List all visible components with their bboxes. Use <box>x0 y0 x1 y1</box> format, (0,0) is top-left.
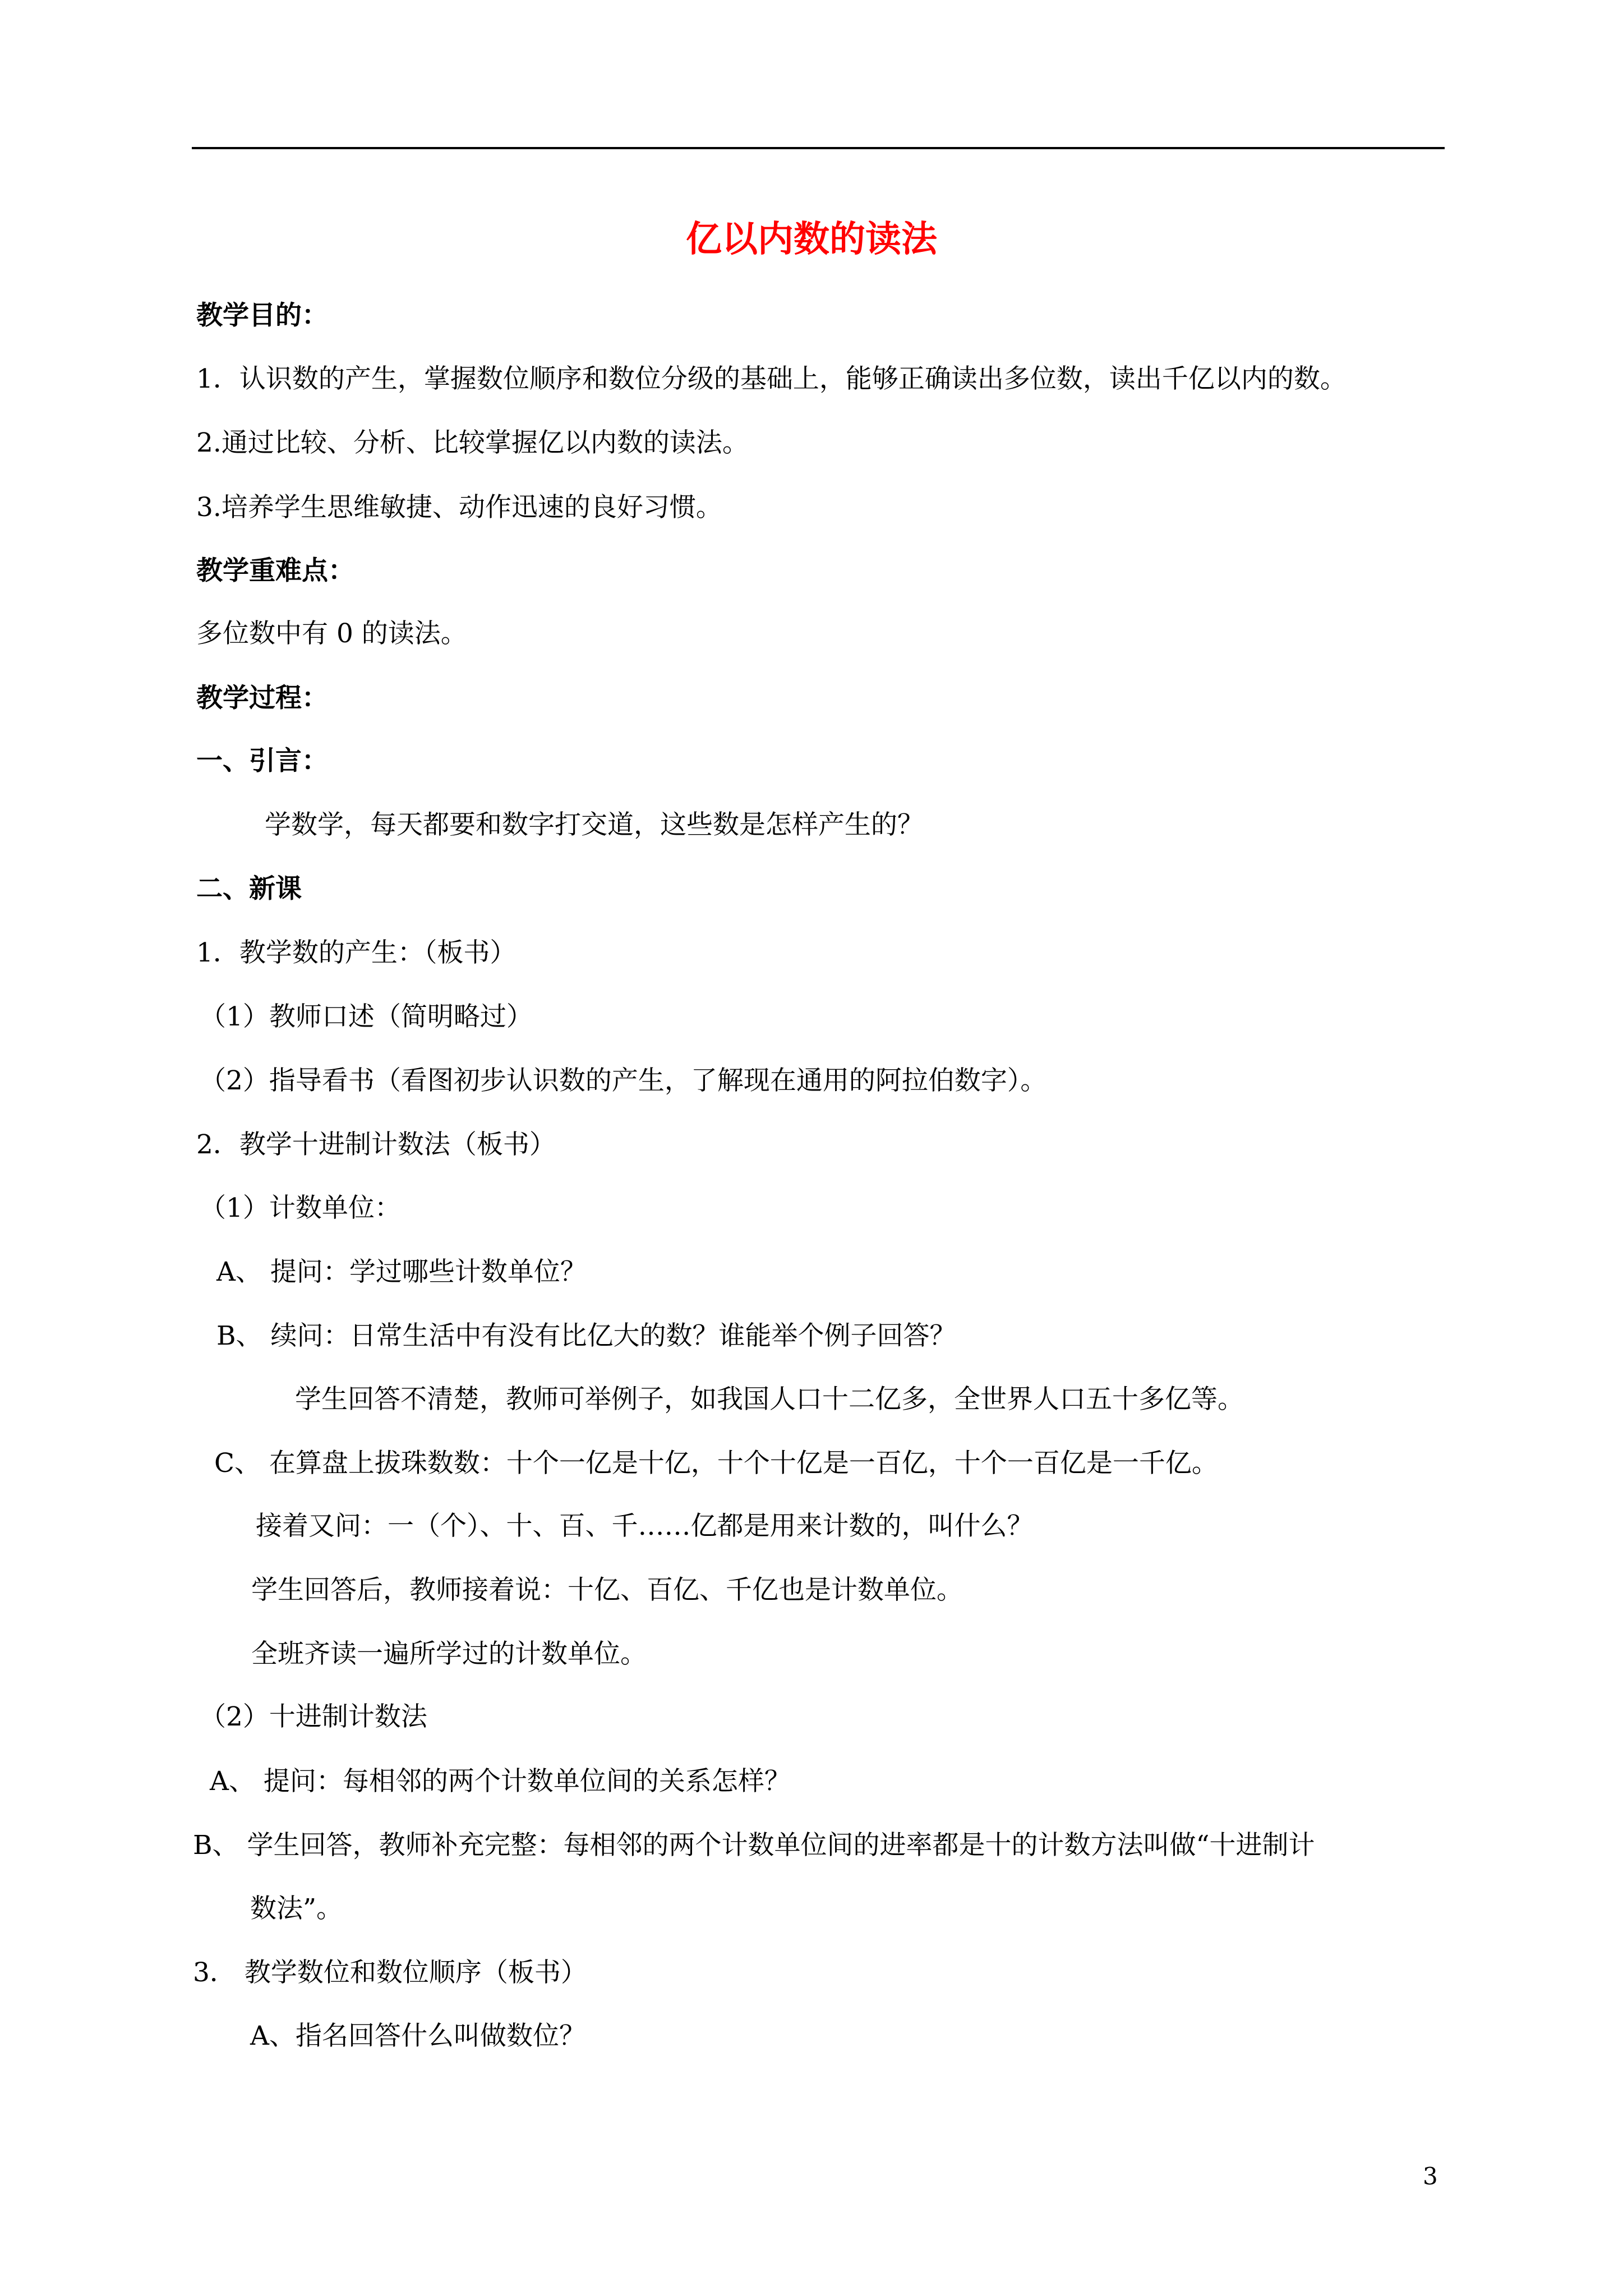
body-text-line: 学生回答后，教师接着说：十亿、百亿、千亿也是计数单位。 <box>251 1575 963 1605</box>
body-text-line: 1．认识数的产生，掌握数位顺序和数位分级的基础上，能够正确读出多位数，读出千亿以内的数。 <box>196 364 1347 394</box>
body-text-line: 3． 教学数位和数位顺序（板书） <box>193 1957 587 1988</box>
body-text-line: C、 在算盘上拔珠数数：十个一亿是十亿，十个十亿是一百亿，十个一百亿是一千亿。 <box>214 1448 1218 1479</box>
body-text-line: 接着又问：一（个）、十、百、千……亿都是用来计数的，叫什么？ <box>256 1511 1034 1542</box>
document-title: 亿以内数的读法 <box>686 218 937 260</box>
header-rule <box>192 147 1445 149</box>
body-text-line: A、 提问：每相邻的两个计数单位间的关系怎样？ <box>210 1766 791 1797</box>
body-text-line: B、 学生回答，教师补充完整：每相邻的两个计数单位间的进率都是十的计数方法叫做“十进制计 <box>193 1830 1315 1861</box>
body-text-line: 2．教学十进制计数法（板书） <box>196 1129 556 1160</box>
section-heading: 一、引言： <box>196 746 328 776</box>
body-text-line: （1）计数单位： <box>200 1193 401 1223</box>
body-text-line: 数法”。 <box>250 1893 343 1924</box>
body-text-line: （2）指导看书（看图初步认识数的产生，了解现在通用的阿拉伯数字）。 <box>200 1065 1047 1096</box>
section-heading: 二、新课 <box>196 873 302 904</box>
body-text-line: 学数学，每天都要和数字打交道，这些数是怎样产生的？ <box>265 809 924 840</box>
body-text-line: 2.通过比较、分析、比较掌握亿以内数的读法。 <box>196 427 749 458</box>
body-text-line: 1．教学数的产生：（板书） <box>196 937 517 968</box>
body-text-line: 全班齐读一遍所学过的计数单位。 <box>251 1639 647 1669</box>
body-text-line: 3.培养学生思维敏捷、动作迅速的良好习惯。 <box>196 492 722 523</box>
body-text-line: 多位数中有 0 的读法。 <box>196 618 467 649</box>
section-heading: 教学重难点： <box>196 555 354 586</box>
body-text-line: 学生回答不清楚，教师可举例子，如我国人口十二亿多，全世界人口五十多亿等。 <box>295 1384 1244 1415</box>
page-number: 3 <box>1423 2162 1438 2190</box>
section-heading: 教学目的： <box>196 300 328 331</box>
body-text-line: A、 提问：学过哪些计数单位？ <box>216 1257 587 1287</box>
section-heading: 教学过程： <box>196 683 328 714</box>
body-text-line: （2）十进制计数法 <box>200 1701 427 1732</box>
body-text-line: （1）教师口述（简明略过） <box>200 1001 533 1032</box>
body-text-line: A、指名回答什么叫做数位？ <box>250 2021 585 2051</box>
body-text-line: B、 续问：日常生活中有没有比亿大的数？谁能举个例子回答？ <box>216 1320 956 1351</box>
